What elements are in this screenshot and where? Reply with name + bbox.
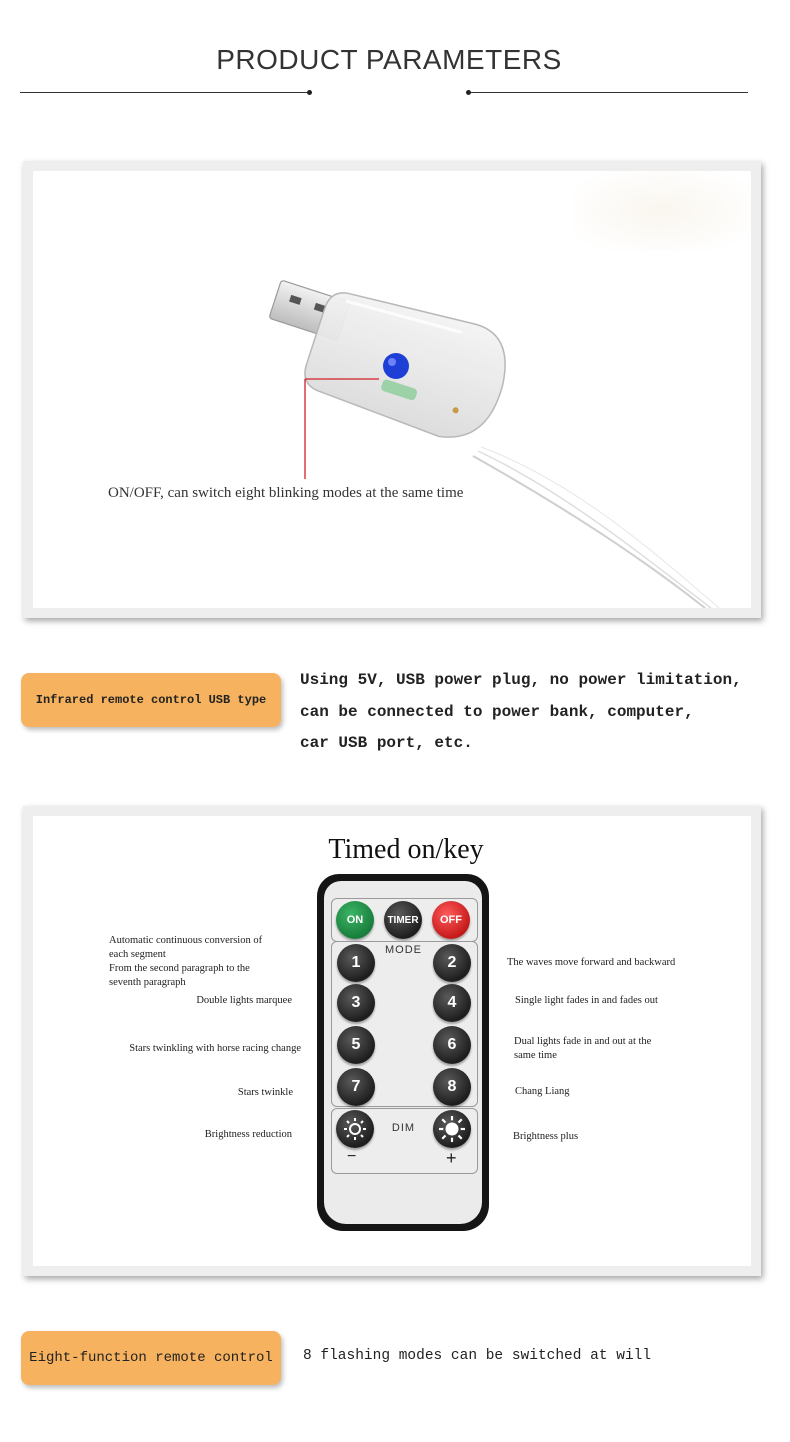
usb-description-line-1: Using 5V, USB power plug, no power limitation, xyxy=(300,671,742,689)
on-button[interactable]: ON xyxy=(336,901,374,939)
divider-dot-left xyxy=(307,90,312,95)
usb-callout-text: ON/OFF, can switch eight blinking modes at the same time xyxy=(108,485,464,501)
annotation-mode-2: The waves move forward and backward xyxy=(507,957,676,968)
usb-description-line-3: car USB port, etc. xyxy=(300,734,473,752)
annotation-brightness-reduction: Brightness reduction xyxy=(204,1129,292,1140)
usb-product-panel xyxy=(23,161,761,618)
usb-controller-illustration xyxy=(33,171,751,608)
annotation-mode-1-line-4: seventh paragraph xyxy=(109,977,186,988)
mode-1-button[interactable]: 1 xyxy=(337,944,375,982)
mode-7-button[interactable]: 7 xyxy=(337,1068,375,1106)
annotation-mode-4: Single light fades in and fades out xyxy=(515,995,658,1006)
page-title: PRODUCT PARAMETERS xyxy=(216,44,562,75)
sun-dim-icon xyxy=(343,1117,367,1141)
usb-type-label-text: Infrared remote control USB type xyxy=(35,693,267,707)
brightness-down-button[interactable] xyxy=(336,1110,374,1148)
annotation-mode-7: Stars twinkle xyxy=(237,1087,293,1098)
usb-photo-area xyxy=(33,171,751,608)
annotation-mode-6 xyxy=(514,1035,651,1063)
annotation-mode-8: Chang Liang xyxy=(515,1086,570,1097)
sun-bright-icon xyxy=(439,1116,465,1142)
usb-description xyxy=(300,665,742,760)
mode-4-button[interactable]: 4 xyxy=(433,984,471,1022)
annotation-mode-6-line-2: same time xyxy=(514,1050,557,1061)
mode-5-button[interactable]: 5 xyxy=(337,1026,375,1064)
annotation-mode-3: Double lights marquee xyxy=(196,995,292,1006)
remote-description: 8 flashing modes can be switched at will xyxy=(303,1348,652,1364)
annotation-mode-1-line-1: Automatic continuous conversion of xyxy=(109,935,263,946)
minus-sign: − xyxy=(347,1148,357,1165)
annotation-mode-5: Stars twinkling with horse racing change xyxy=(129,1043,301,1054)
remote-function-label-text: Eight-function remote control xyxy=(29,1350,273,1366)
remote-title: Timed on/key xyxy=(328,834,484,865)
brightness-up-button[interactable] xyxy=(433,1110,471,1148)
dim-label: DIM xyxy=(391,1122,416,1134)
annotation-brightness-plus: Brightness plus xyxy=(513,1131,579,1142)
title-divider-right xyxy=(468,92,748,93)
off-button[interactable]: OFF xyxy=(432,901,470,939)
plus-sign: + xyxy=(446,1148,457,1168)
usb-type-label xyxy=(21,673,281,727)
annotation-mode-6-line-1: Dual lights fade in and out at the xyxy=(514,1036,652,1047)
timer-button[interactable]: TIMER xyxy=(384,901,422,939)
divider-dot-right xyxy=(466,90,471,95)
annotation-mode-1 xyxy=(109,934,262,990)
title-divider-left xyxy=(20,92,310,93)
mode-2-button[interactable]: 2 xyxy=(433,944,471,982)
annotation-mode-1-line-2: each segment xyxy=(109,949,166,960)
mode-8-button[interactable]: 8 xyxy=(433,1068,471,1106)
annotation-mode-1-line-3: From the second paragraph to the xyxy=(109,963,250,974)
mode-6-button[interactable]: 6 xyxy=(433,1026,471,1064)
usb-description-line-2: can be connected to power bank, computer, xyxy=(300,702,694,721)
remote-function-label xyxy=(21,1331,281,1385)
mode-3-button[interactable]: 3 xyxy=(337,984,375,1022)
mode-label: MODE xyxy=(385,944,422,956)
